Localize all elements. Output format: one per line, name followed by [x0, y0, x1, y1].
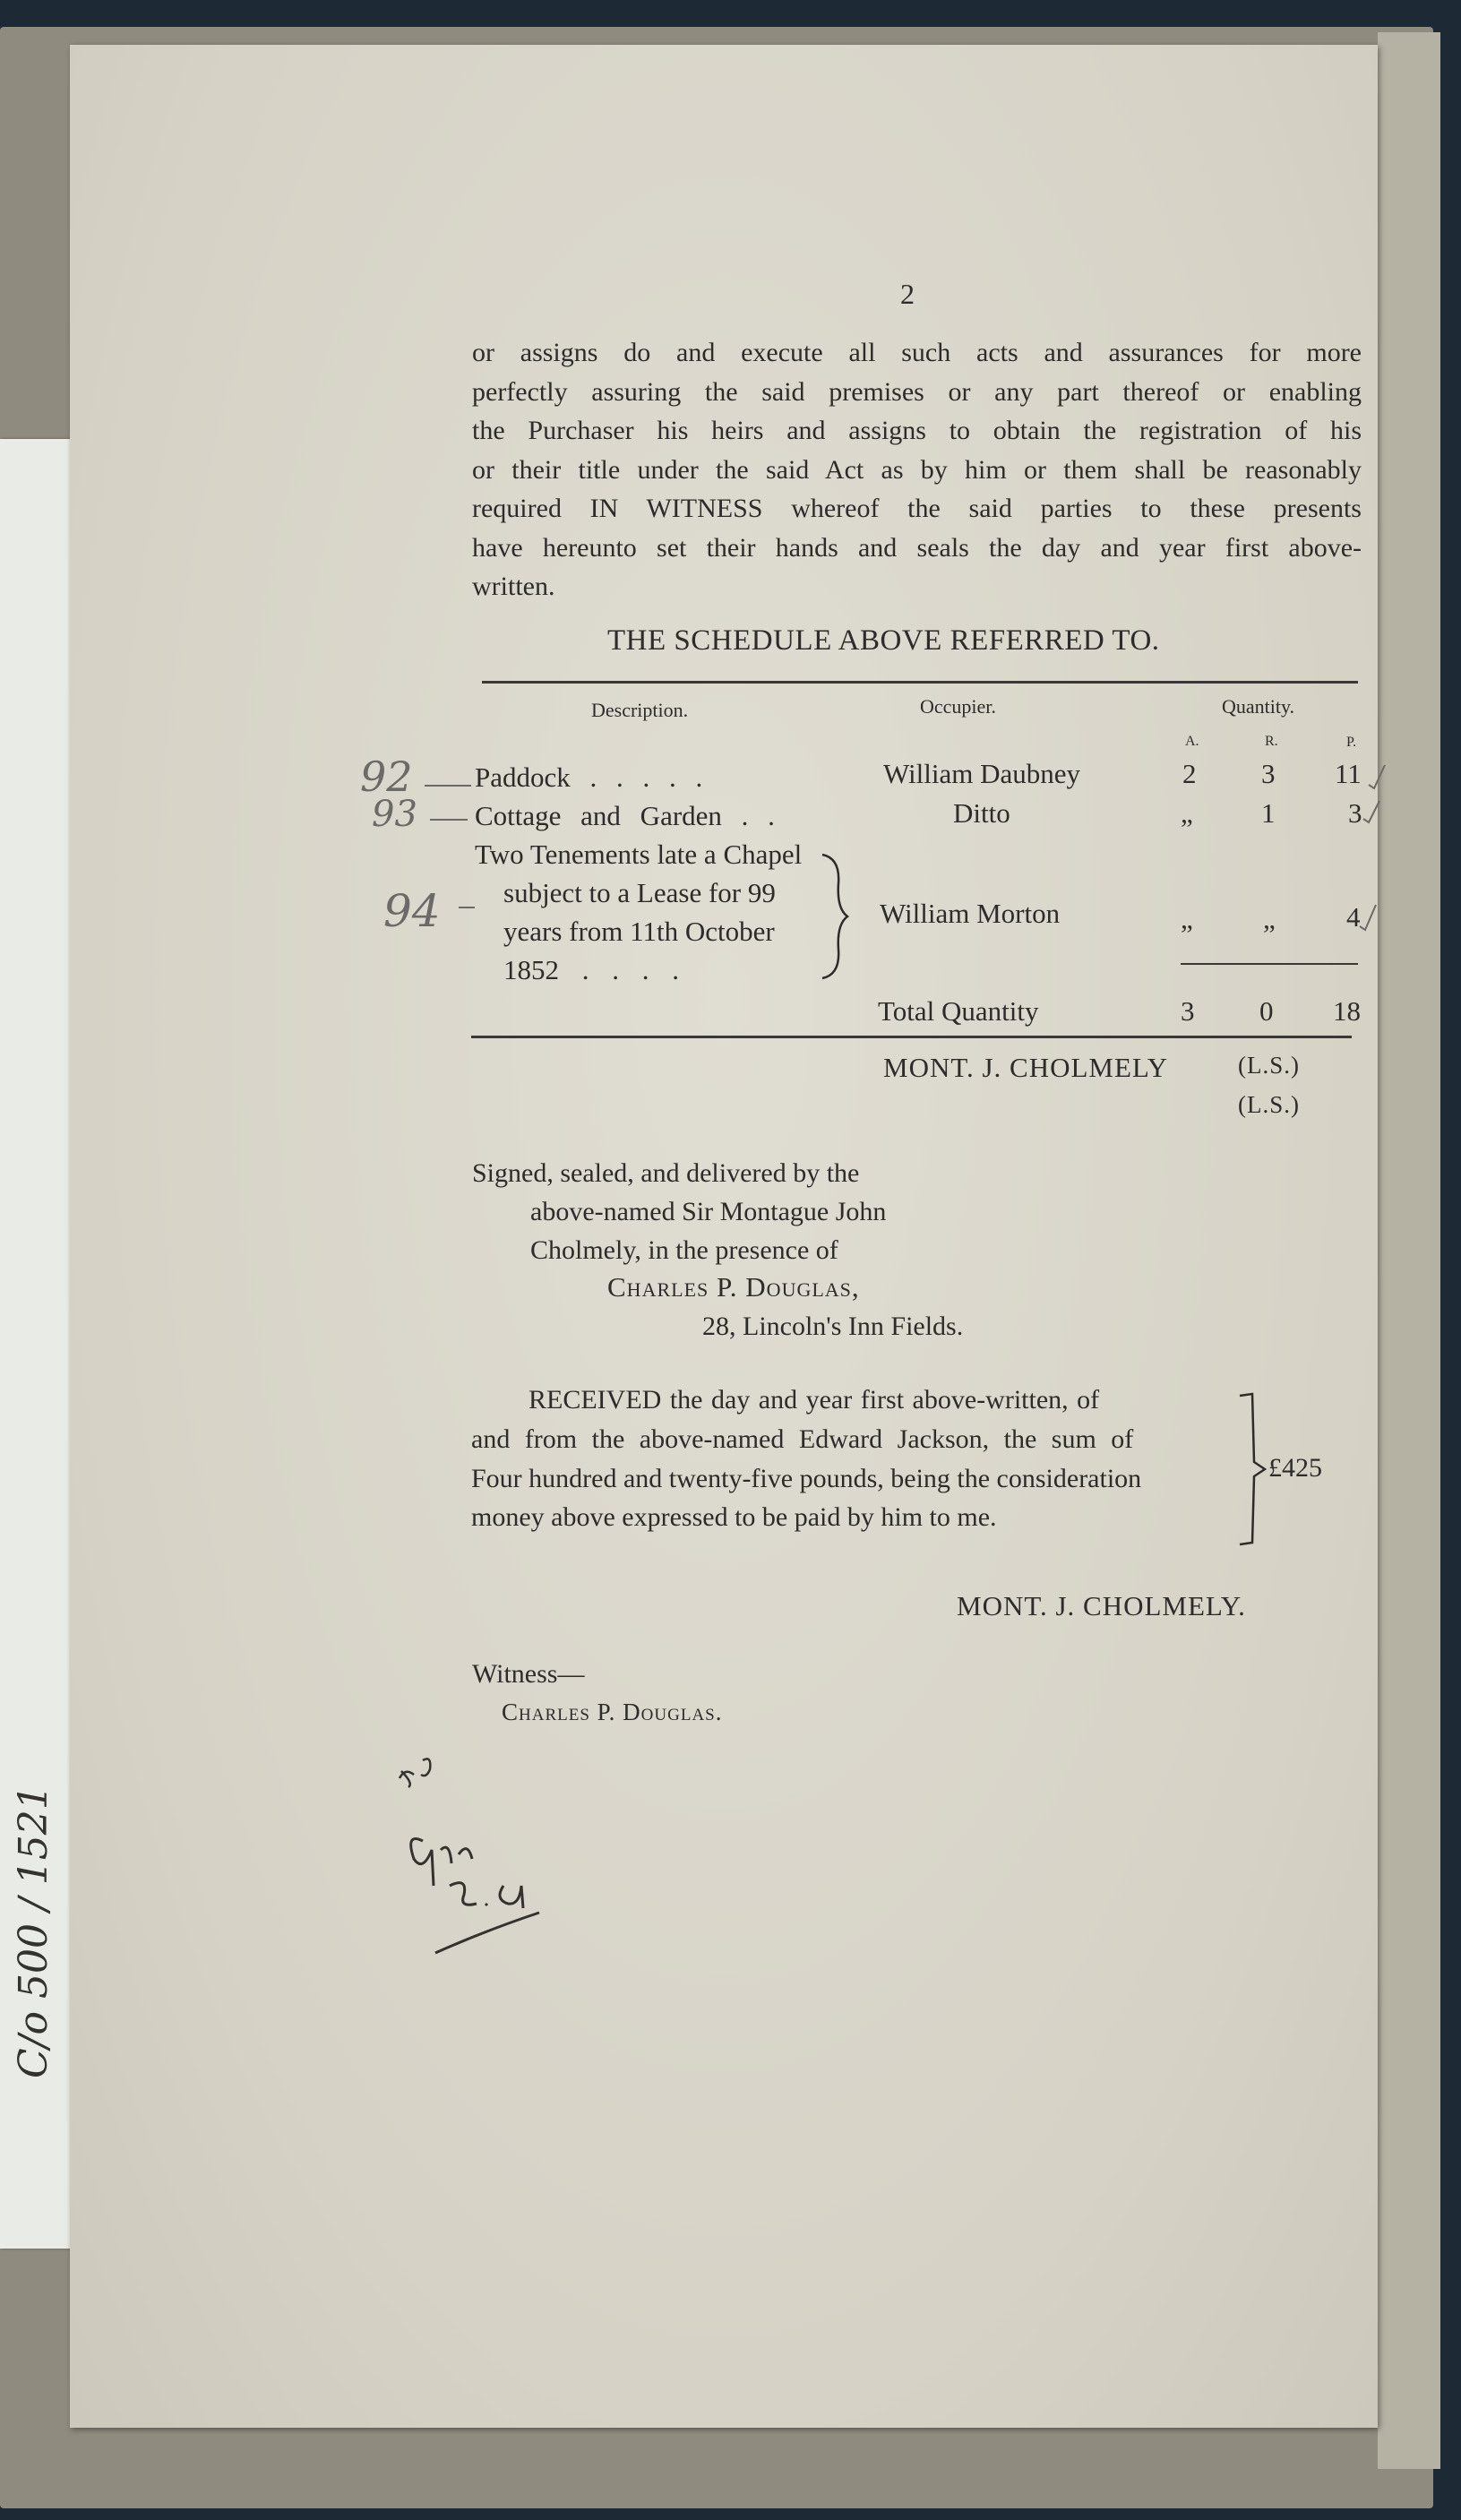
receipt-amount: £425	[1268, 1453, 1322, 1483]
row-roods: 3	[1261, 758, 1276, 789]
tick-mark-icon	[1358, 903, 1378, 932]
paragraph-line: the Purchaser his heirs and assigns to obtain the registration of his	[472, 416, 1362, 445]
left-inserted-sheet	[0, 439, 77, 2249]
header-acres: A.	[1185, 734, 1199, 749]
brace-icon	[817, 853, 851, 980]
left-margin-annotation: C/o 500 / 1521	[11, 1785, 56, 2078]
row-perches: 4	[1346, 901, 1361, 933]
witness-name: Charles P. Douglas.	[502, 1699, 723, 1725]
row-number-annotation: 93	[372, 794, 417, 835]
row-roods: „	[1263, 903, 1276, 934]
header-perches: P.	[1346, 735, 1357, 750]
handwritten-initials	[387, 1751, 548, 1957]
total-rule	[1181, 963, 1358, 965]
witness-label: Witness—	[472, 1659, 585, 1689]
row-number-annotation: 94	[383, 885, 441, 937]
receipt-line: and from the above-named Edward Jackson, the sum of	[471, 1424, 1134, 1454]
paragraph-line: required IN WITNESS whereof the said parties to these presents	[472, 494, 1362, 523]
row-perches: 3	[1348, 797, 1362, 829]
page-number: 2	[900, 278, 915, 310]
grantor-signature: MONT. J. CHOLMELY	[883, 1052, 1169, 1083]
seal-mark: (L.S.)	[1238, 1052, 1300, 1079]
row-description-line: Two Tenements late a Chapel	[475, 839, 803, 870]
page-edge	[1378, 32, 1440, 2469]
row-occupier: William Daubney	[883, 758, 1080, 789]
row-roods: 1	[1261, 797, 1276, 829]
header-roods: R.	[1265, 734, 1278, 749]
annotation-dash	[459, 907, 475, 908]
paragraph-line: or their title under the said Act as by him or them shall be reasonably	[472, 454, 1362, 485]
total-roods: 0	[1259, 995, 1274, 1027]
paragraph-line: have hereunto set their hands and seals the day and year first above-	[472, 532, 1362, 563]
row-description: Paddock . . . . .	[475, 761, 703, 793]
total-label: Total Quantity	[878, 995, 1039, 1027]
total-perches: 18	[1333, 995, 1361, 1027]
schedule-title: THE SCHEDULE ABOVE REFERRED TO.	[607, 624, 1160, 657]
row-perches: 11	[1335, 758, 1362, 789]
row-number-annotation: 92	[360, 753, 413, 801]
row-description: Cottage and Garden . .	[475, 800, 775, 831]
header-description: Description.	[591, 699, 689, 721]
annotation-dash	[430, 819, 468, 821]
header-occupier: Occupier.	[920, 695, 996, 718]
total-acres: 3	[1181, 995, 1195, 1027]
row-description-line: years from 11th October	[503, 916, 775, 947]
row-occupier: William Morton	[880, 898, 1061, 929]
receipt-line: Four hundred and twenty-five pounds, being the consideration	[471, 1464, 1142, 1493]
schedule-top-rule	[482, 681, 1358, 684]
attesting-witness-address: 28, Lincoln's Inn Fields.	[702, 1312, 964, 1341]
paragraph-line: or assigns do and execute all such acts and assurances for more	[472, 338, 1362, 367]
row-acres: „	[1181, 797, 1193, 829]
row-acres: 2	[1182, 758, 1197, 789]
paragraph-line: perfectly assuring the said premises or any part thereof or enabling	[472, 376, 1362, 407]
paragraph-line: written.	[472, 572, 555, 601]
row-description-line: 1852 . . . .	[503, 954, 679, 985]
tick-mark-icon	[1362, 799, 1381, 826]
receipt-signature: MONT. J. CHOLMELY.	[957, 1590, 1246, 1621]
receipt-line: RECEIVED the day and year first above-written, of	[529, 1385, 1100, 1415]
row-occupier: Ditto	[953, 797, 1010, 829]
receipt-line: money above expressed to be paid by him to me.	[471, 1502, 997, 1532]
header-quantity: Quantity.	[1222, 695, 1295, 718]
annotation-dash	[425, 785, 471, 787]
row-acres: „	[1181, 903, 1193, 934]
tick-mark-icon	[1367, 763, 1387, 790]
seal-mark: (L.S.)	[1238, 1091, 1300, 1118]
attestation-line: Signed, sealed, and delivered by the	[472, 1158, 860, 1188]
attesting-witness-name: Charles P. Douglas,	[607, 1271, 860, 1303]
attestation-line: above-named Sir Montague John	[530, 1197, 887, 1226]
attestation-line: Cholmely, in the presence of	[530, 1235, 838, 1265]
body-paragraph	[472, 333, 1362, 606]
brace-icon	[1236, 1390, 1272, 1548]
row-description-line: subject to a Lease for 99	[503, 877, 776, 908]
schedule-bottom-rule	[471, 1036, 1352, 1038]
